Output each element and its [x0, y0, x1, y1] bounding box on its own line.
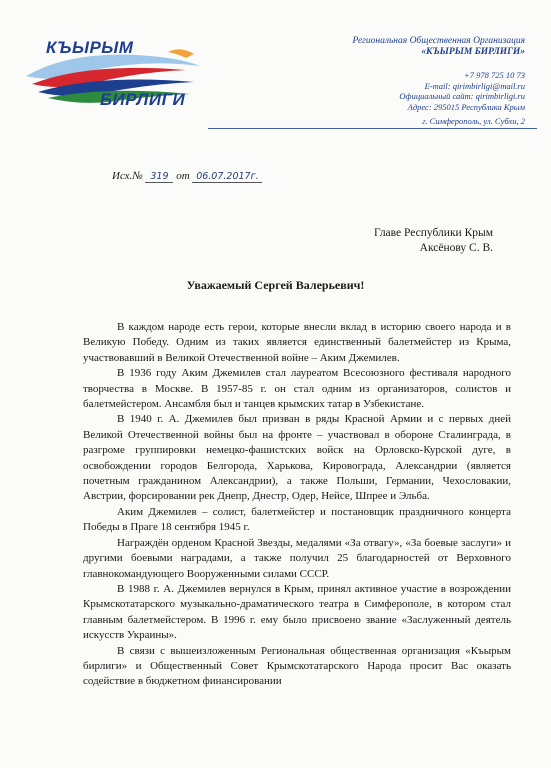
address-line-2: г. Симферополь, ул. Субхи, 2 — [422, 116, 525, 126]
organization-logo — [18, 28, 208, 128]
paragraph: В 1988 г. А. Джемилев вернулся в Крым, принял активное участие в возрождении Крымскотатарского музыкально-драматического театра в Симферополе, в котором стал главным балетмейстером. В 1996 г. ему было присвоено звание «Заслуженный деятель искусств Украины». — [83, 582, 511, 642]
outgoing-prefix: Исх.№ — [112, 170, 143, 182]
paragraph: В каждом народе есть герои, которые внесли вклад в историю своего народа и в Великую Победу. Одним из таких является единственный балетмейстер из Крыма, участвовавший в Великой Отечественной войне – Аким Джемилев. — [83, 321, 511, 364]
organization-name — [353, 36, 526, 58]
paragraph: В связи с вышеизложенным Региональная общественная организация «Къырым бирлиги» и Общественный Совет Крымскотатарского Народа просит Вас оказать содействие в бюджетном финансировании — [83, 644, 511, 688]
website: Официальный сайт: qirimbirligi.ru — [399, 91, 525, 101]
outgoing-reference — [112, 170, 262, 183]
outgoing-number: 319 — [150, 171, 169, 182]
paragraph: Аким Джемилев – солист, балетмейстер и постановщик праздничного концерта Победы в Праге 18 сентября 1945 г. — [83, 505, 511, 534]
paragraph: В 1936 году Аким Джемилев стал лауреатом Всесоюзного фестиваля народного творчества в Москве. В 1957-85 г. он стал одним из организаторов, солистов и балетмейстером. Ансамбля был и танцев крымских татар в Узбекистане. — [83, 367, 511, 411]
contact-block — [399, 70, 525, 127]
paragraph: В 1940 г. А. Джемилев был призван в ряды Красной Армии и с первых дней Великой Отечественной войны был на фронте – участвовал в обороне Сталинграда, в разгроме группировки немецко-фашистских войск на Орловско-Курской дуге, в освобождении городов Белгорода, Харькова, Кировограда, Александрии (является почетным гражданином Александрии), а также Польши, Германии, Чехословакии, Австрии, форсировании рек Днепр, Днестр, Одер, Нейсе, Шпрее и Эльба. — [83, 413, 511, 503]
addressee — [374, 226, 493, 256]
logo-text-top: КЪЫРЫМ — [46, 38, 134, 57]
outgoing-date: 06.07.2017г. — [196, 171, 259, 182]
header-divider — [208, 128, 537, 129]
addressee-title: Главе Республики Крым — [374, 227, 493, 239]
org-name-quoted: «КЪЫРЫМ БИРЛИГИ» — [421, 47, 525, 57]
phone-number: +7 978 725 10 73 — [464, 70, 525, 80]
org-name-line: Региональная Общественная Организация — [352, 36, 525, 46]
addressee-name: Аксёнову С. В. — [419, 242, 493, 254]
paragraph: Награждён орденом Красной Звезды, медалями «За отвагу», «За боевые заслуги» и другими боевыми наградами, а также получил 25 благодарностей от Верховного главнокомандующего Вооруженными силами СССР. — [83, 536, 511, 580]
outgoing-from: от — [176, 170, 190, 182]
logo-text-bottom: БИРЛИГИ — [100, 90, 186, 109]
address-line-1: Адрес: 295015 Республика Крым — [407, 101, 525, 112]
email-address: E-mail: qirimbirligi@mail.ru — [424, 80, 525, 91]
letter-body — [83, 320, 511, 690]
salutation: Уважаемый Сергей Валерьевич! — [186, 278, 365, 292]
